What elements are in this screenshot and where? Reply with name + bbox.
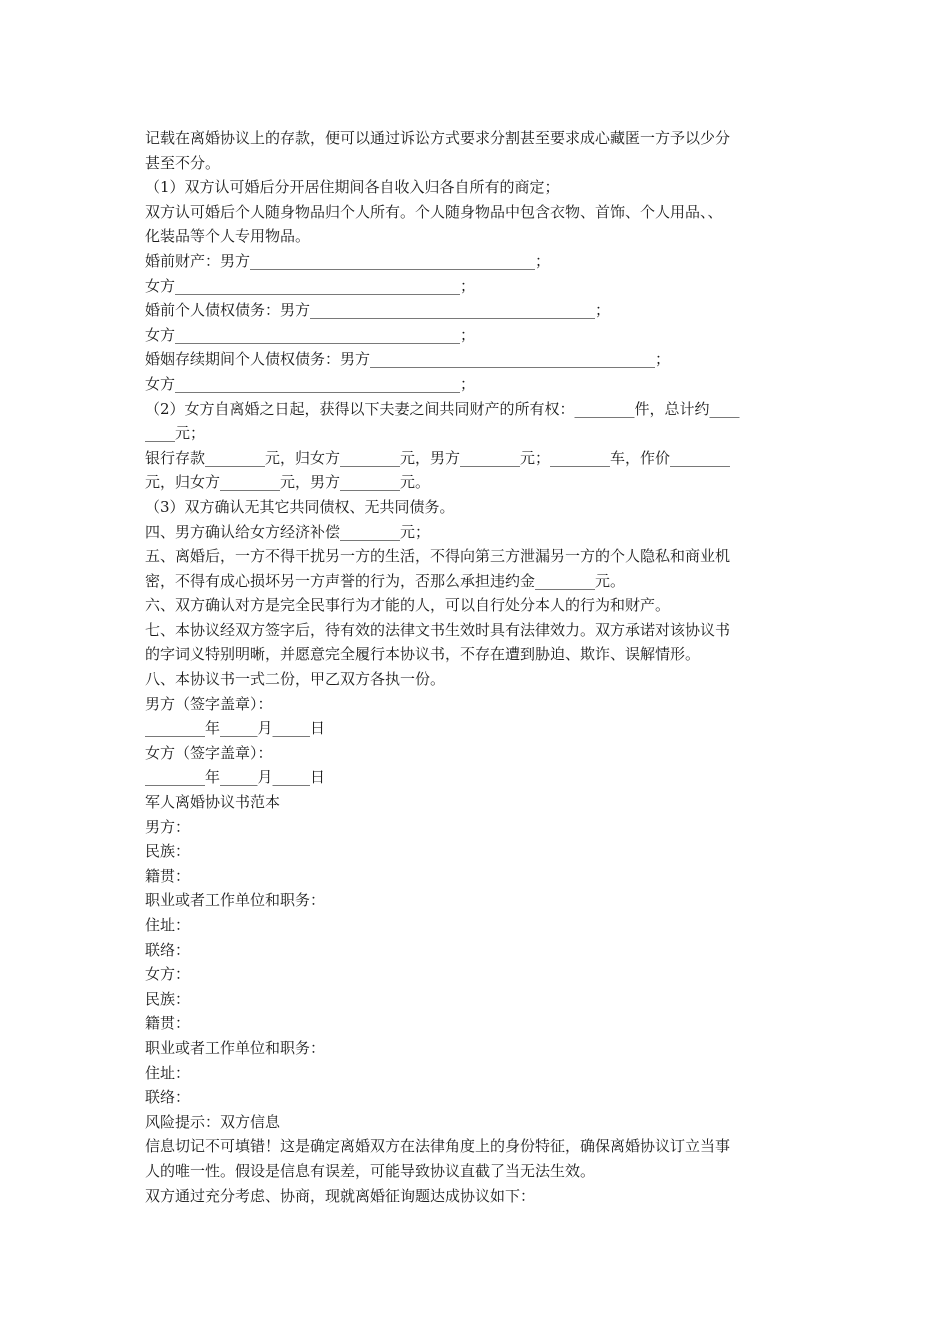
text-line: 人的唯一性。假设是信息有误差，可能导致协议直截了当无法生效。 [145,1161,596,1180]
clause-seven: 七、本协议经双方签字后，待有效的法律文书生效时具有法律效力。双方承诺对该协议书 [145,620,731,639]
marital-debt-line: 婚姻存续期间个人债权债务：男方______________________________________； [145,350,671,369]
section-title: 军人离婚协议书范本 [145,793,281,812]
field-label: 籍贯： [145,866,191,885]
clause-eight: 八、本协议书一式二份，甲乙双方各执一份。 [145,670,446,689]
male-signature-label: 男方（签字盖章）： [145,694,273,713]
field-label: 联络： [145,940,191,959]
text-line: 化装品等个人专用物品。 [145,227,311,246]
field-label: 联络： [145,1088,191,1107]
clause-four: 四、男方确认给女方经济补偿________元； [145,522,431,541]
text-line: 记载在离婚协议上的存款，便可以通过诉讼方式要求分割甚至要求成心藏匿一方予以少分 [145,129,731,147]
male-signature-date: ________年_____月_____日 [145,719,326,738]
bank-deposit-line: 银行存款________元，归女方________元，男方________元；________车，作价________ [145,448,731,467]
document-body [145,126,815,1208]
text-line: 密，不得有成心损坏另一方声誉的行为，否那么承担违约金________元。 [145,571,626,590]
field-label: 男方： [145,817,191,836]
text-line: 双方通过充分考虑、协商，现就离婚征询题达成协议如下： [145,1186,536,1205]
text-line: 甚至不分。 [145,153,221,172]
text-line: 信息切记不可填错！这是确定离婚双方在法律角度上的身份特征，确保离婚协议订立当事 [145,1137,731,1156]
clause-five: 五、离婚后，一方不得干扰另一方的生活，不得向第三方泄漏另一方的个人隐私和商业机 [145,547,731,566]
text-line: （1）双方认可婚后分开居住期间各自收入归各自所有的商定； [145,178,560,197]
field-label: 民族： [145,842,191,861]
female-signature-label: 女方（签字盖章）： [145,743,273,762]
field-label: 住址： [145,1063,191,1082]
text-line: （2）女方自离婚之日起，获得以下夫妻之间共同财产的所有权：________件，总计约____ [145,399,740,418]
text-line: 女方______________________________________； [145,325,476,344]
text-line: 女方______________________________________； [145,374,476,393]
field-label: 住址： [145,916,191,934]
text-line: 双方认可婚后个人随身物品归个人所有。个人随身物品中包含衣物、首饰、个人用品、、 [145,202,723,221]
clause-six: 六、双方确认对方是完全民事行为才能的人，可以自行处分本人的行为和财产。 [145,596,671,615]
text-line: 的字词义特别明晰，并愿意完全履行本协议书，不存在遭到胁迫、欺诈、误解情形。 [145,645,701,664]
premarital-property-line: 婚前财产：男方______________________________________； [145,251,551,270]
text-line: ____元； [145,424,206,443]
field-label: 职业或者工作单位和职务： [145,1038,326,1057]
risk-tip: 风险提示：双方信息 [145,1112,281,1131]
text-line: （3）双方确认无其它共同债权、无共同债务。 [145,497,455,516]
text-line: 元，归女方________元，男方________元。 [145,473,431,492]
field-label: 女方： [145,965,191,984]
text-line: 女方______________________________________； [145,276,476,295]
field-label: 籍贯： [145,1014,191,1033]
female-signature-date: ________年_____月_____日 [145,768,326,787]
field-label: 民族： [145,989,191,1008]
field-label: 职业或者工作单位和职务： [145,891,326,910]
premarital-debt-line: 婚前个人债权债务：男方______________________________________； [145,301,611,320]
